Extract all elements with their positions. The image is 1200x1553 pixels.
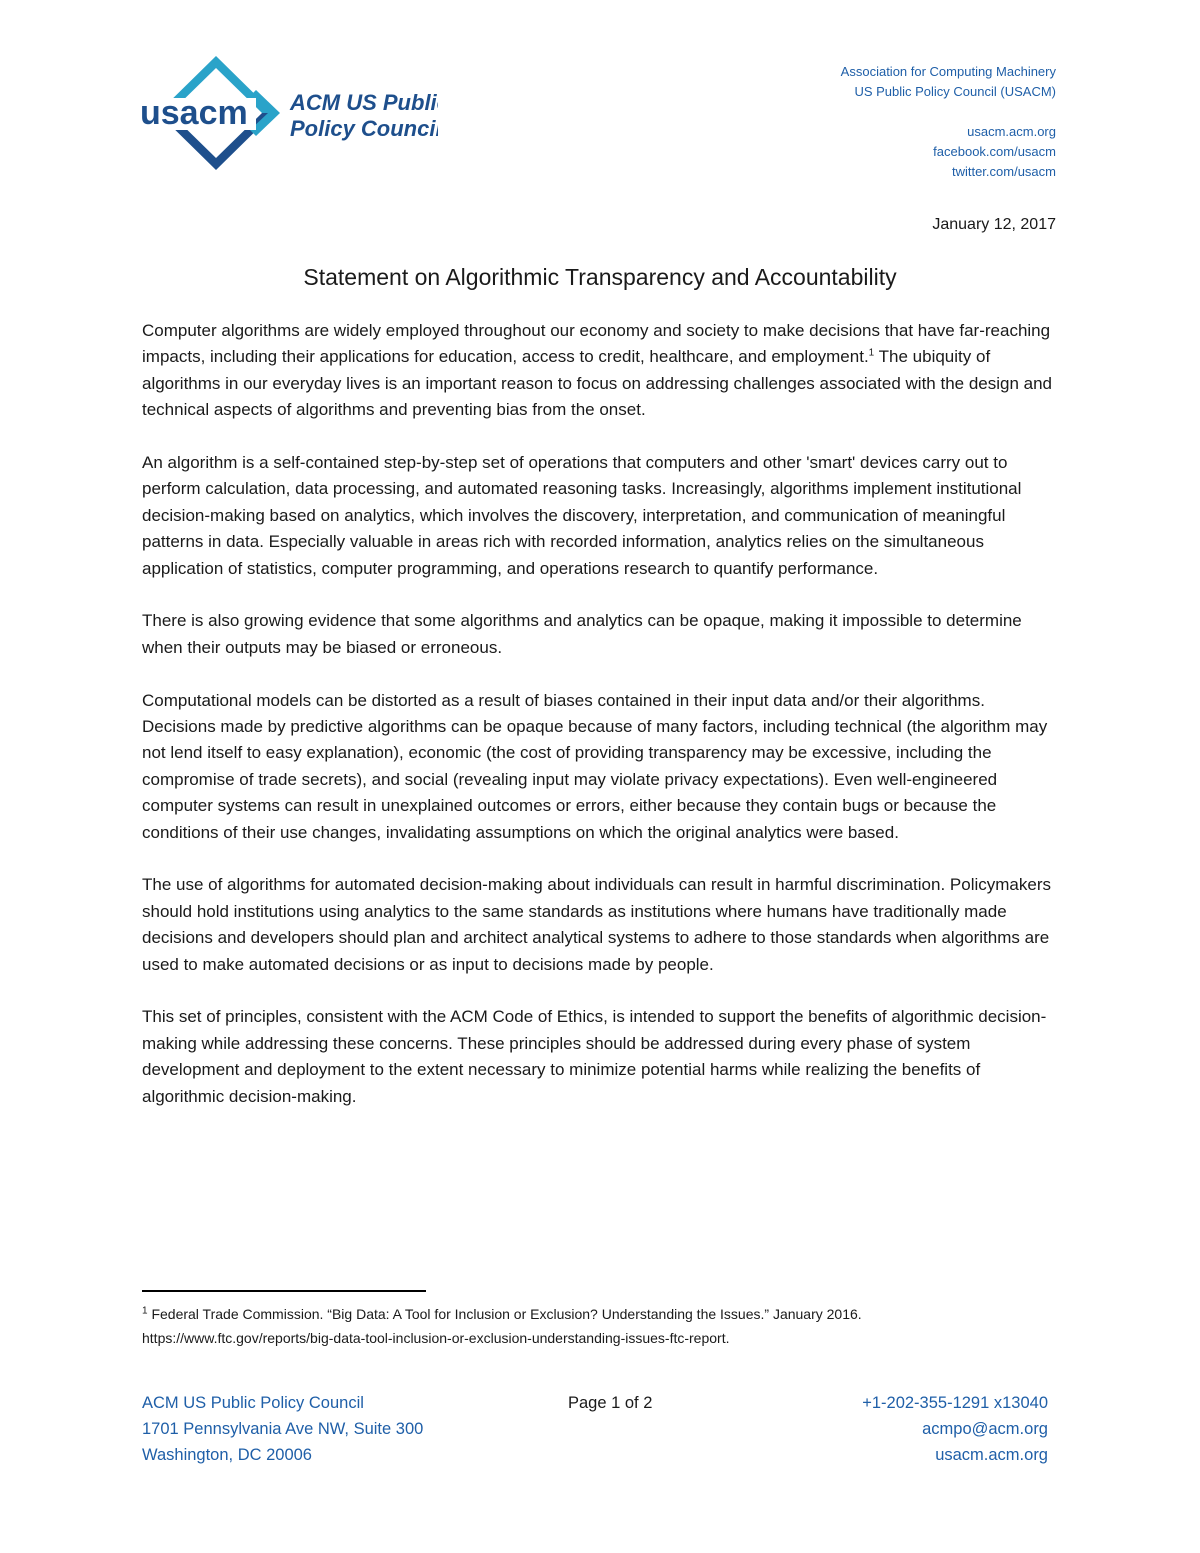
website-link[interactable]: usacm.acm.org — [967, 124, 1056, 139]
paragraph-1: Computer algorithms are widely employed throughout our economy and society to make decisions that have far-reaching impacts, including their applications for education, access to credit, healthcare, and employment.$^1$ The ubiquity of algorithms in our everyday lives is an important reason to focus on addressing challenges associated with the design and technical aspects of algorithms and preventing bias from the onset. — [142, 321, 1053, 420]
logo-line-1: ACM US Public — [290, 90, 438, 115]
council-name: US Public Policy Council (USACM) — [854, 84, 1056, 99]
footer-org-name: ACM US Public Policy Council — [142, 1394, 364, 1412]
footer-email[interactable]: acmpo@acm.org — [922, 1420, 1048, 1438]
paragraph-3: There is also growing evidence that some algorithms and analytics can be opaque, making it impossible to determine when their outputs may be biased or erroneous. — [142, 611, 1022, 657]
page-number: Page 1 of 2 — [568, 1394, 653, 1412]
footer-street: 1701 Pennsylvania Ave NW, Suite 300 — [142, 1420, 424, 1438]
paragraph-6: This set of principles, consistent with the ACM Code of Ethics, is intended to support the benefits of algorithmic decision-making while addressing these concerns. These principles should be addressed during every phase of system development and deployment to the extent necessary to minimize potential harms while realizing the benefits of algorithmic decision-making. — [142, 1007, 1047, 1106]
document-date: January 12, 2017 — [932, 216, 1056, 233]
org-name: Association for Computing Machinery — [840, 64, 1056, 79]
footnote — [142, 1302, 1060, 1350]
footnote-url[interactable]: https://www.ftc.gov/reports/big-data-tool-inclusion-or-exclusion-understanding-issues-ftc-report. — [142, 1330, 730, 1346]
footer-city: Washington, DC 20006 — [142, 1446, 312, 1464]
usacm-logo — [138, 52, 438, 174]
paragraph-4: Computational models can be distorted as a result of biases contained in their input data and/or their algorithms. Decisions made by predictive algorithms can be opaque because of many factors, including technical (the algorithm may not lend itself to easy explanation), economic (the cost of providing transparency may be excessive, including the compromise of trade secrets), and social (revealing input may violate privacy expectations). Even well-engineered computer systems can result in unexplained outcomes or errors, either because they contain bugs or because the conditions of their use changes, invalidating assumptions on which the original analytics were based. — [142, 690, 1048, 842]
paragraph-2: An algorithm is a self-contained step-by-step set of operations that computers and other 'smart' devices carry out to perform calculation, data processing, and automated reasoning tasks. Increasingly, algorithms implement institutional decision-making based on analytics, which involves the discovery, interpretation, and communication of meaningful patterns in data. Especially valuable in areas rich with recorded information, analytics relies on the simultaneous application of statistics, computer programming, and operations research to quantify performance. — [142, 453, 1022, 578]
document-title: Statement on Algorithmic Transparency and Accountability — [303, 264, 897, 290]
footer-contact — [862, 1390, 1048, 1468]
logo-wordmark: usacm — [140, 94, 248, 132]
footer-phone[interactable]: +1-202-355-1291 x13040 — [862, 1394, 1048, 1412]
logo-line-2: Policy Council — [290, 116, 438, 141]
footnote-reference[interactable]: 1 — [868, 347, 875, 359]
twitter-link[interactable]: twitter.com/usacm — [951, 164, 1056, 179]
footnote-text: Federal Trade Commission. “Big Data: A Tool for Inclusion or Exclusion? Understanding the Issues.” January 2016. — [147, 1306, 862, 1322]
header-contact — [841, 62, 1056, 182]
document-body — [142, 318, 1060, 1137]
footer-website[interactable]: usacm.acm.org — [935, 1446, 1048, 1464]
facebook-link[interactable]: facebook.com/usacm — [933, 144, 1056, 159]
footnote-divider — [142, 1290, 426, 1292]
footnote-number: 1 — [142, 1305, 148, 1317]
footer-address — [142, 1390, 423, 1468]
usacm-diamond-logo-icon — [138, 52, 438, 174]
paragraph-5: The use of algorithms for automated decision-making about individuals can result in harmful discrimination. Policymakers should hold institutions using analytics to the same standards as institutions where humans have traditionally made decisions and developers should plan and architect analytical systems to adhere to those standards when algorithms are used to make automated decisions or as input to decisions made by people. — [142, 875, 1051, 974]
